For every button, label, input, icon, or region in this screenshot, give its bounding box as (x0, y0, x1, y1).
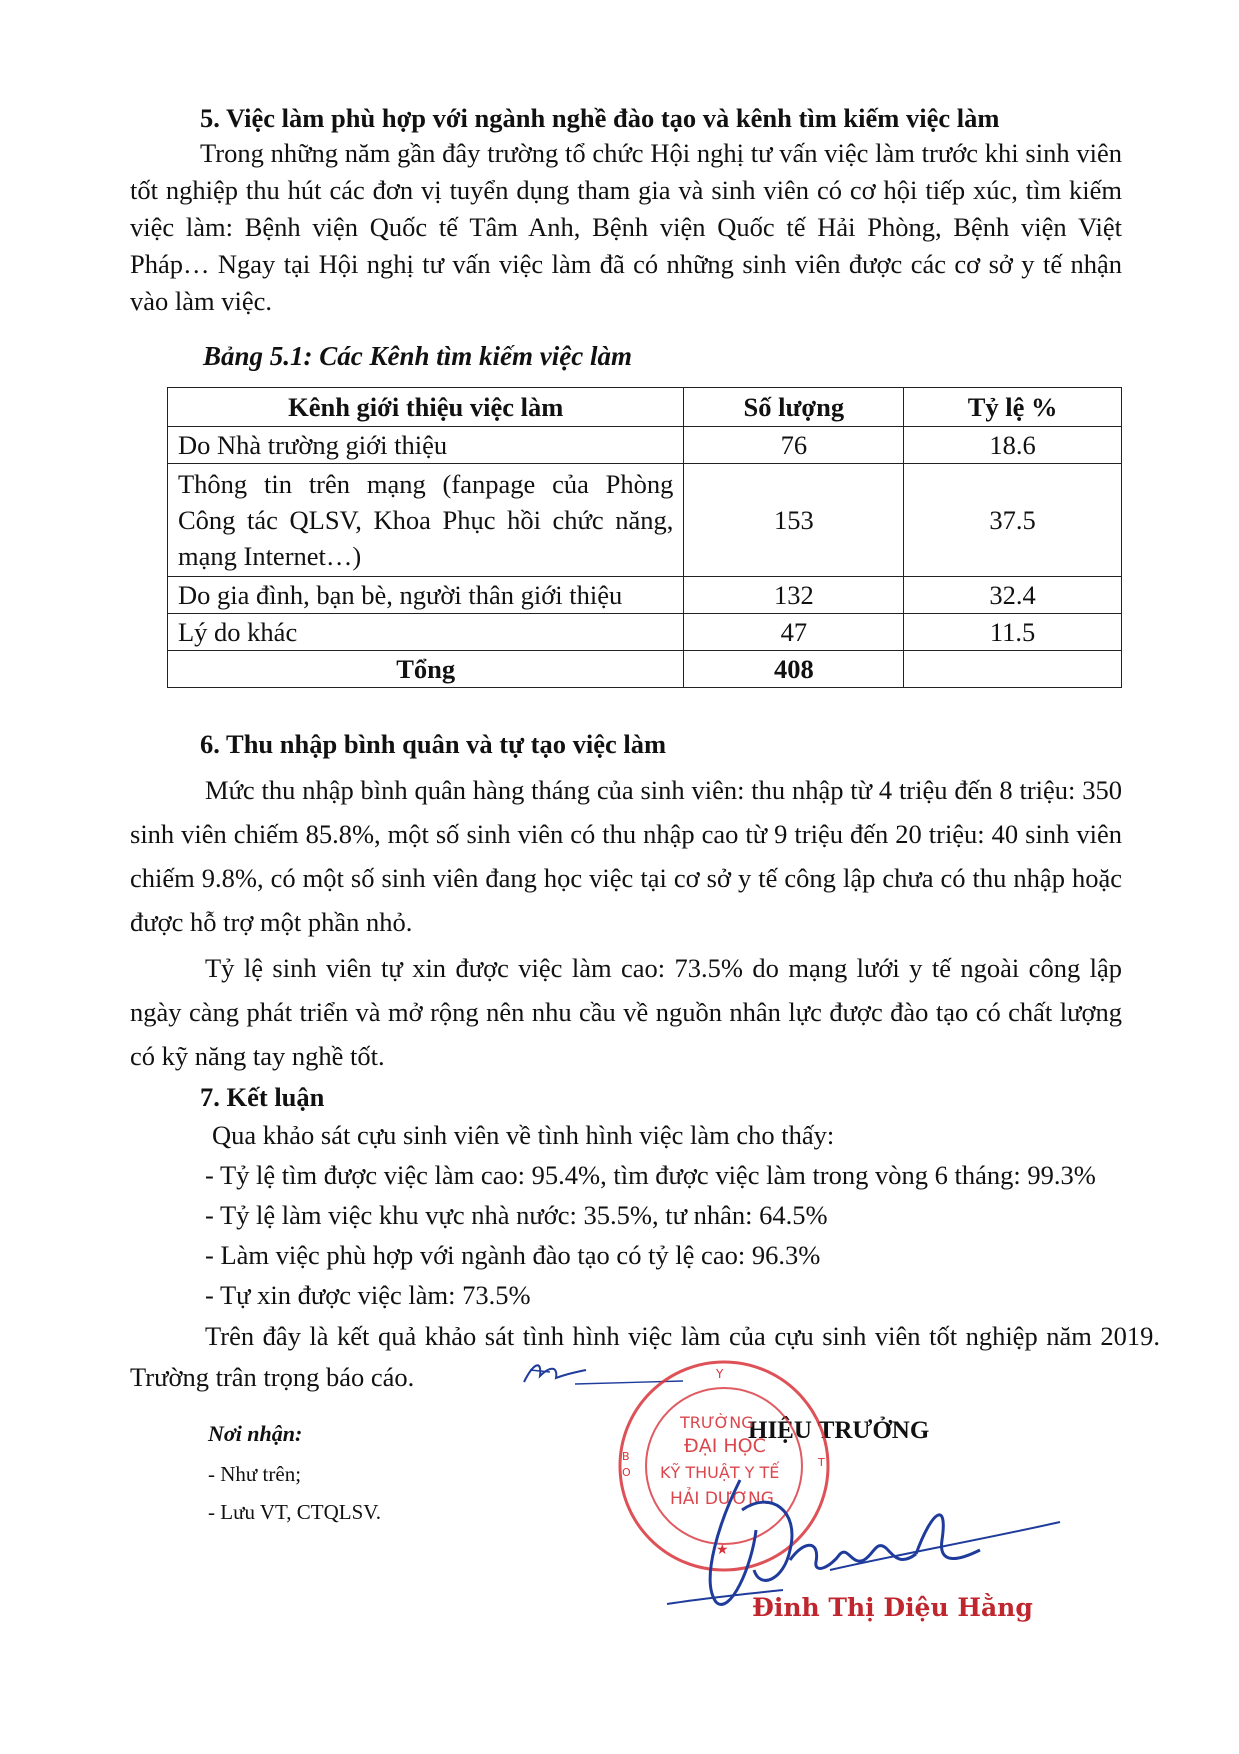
table-total-row (168, 651, 1122, 688)
job-channel-table (167, 387, 1122, 688)
table-header-row (168, 388, 1122, 427)
section-6-heading: 6. Thu nhập bình quân và tự tạo việc làm (200, 729, 667, 759)
total-label: Tổng (168, 651, 684, 688)
conclusion-bullet: - Tỷ lệ tìm được việc làm cao: 95.4%, tìm được việc làm trong vòng 6 tháng: 99.3% (205, 1160, 1096, 1190)
svg-text:ĐẠI HỌC: ĐẠI HỌC (684, 1435, 766, 1457)
svg-text:Y: Y (716, 1367, 724, 1381)
table-caption: Bảng 5.1: Các Kênh tìm kiếm việc làm (203, 341, 632, 371)
recipient-item: - Lưu VT, CTQLSV. (208, 1500, 381, 1524)
conclusion-bullet: - Làm việc phù hợp với ngành đào tạo có tỷ lệ cao: 96.3% (205, 1240, 821, 1270)
cell-channel: Do Nhà trường giới thiệu (168, 427, 684, 464)
section-6-paragraph-1: Mức thu nhập bình quân hàng tháng của sinh viên: thu nhập từ 4 triệu đến 8 triệu: 350 sinh viên chiếm 85.8%, một số sinh viên có thu nhập cao từ 9 triệu đến 20 triệu: 40 sinh viên chiếm 9.8%, có một số sinh viên đang học việc tại cơ sở y tế công lập chưa có thu nhập hoặc được hỗ trợ một phần nhỏ. (130, 775, 1122, 937)
total-percent (904, 651, 1122, 688)
recipients-label: Nơi nhận: (208, 1421, 303, 1446)
cell-count: 153 (684, 464, 904, 577)
section-7-heading: 7. Kết luận (200, 1082, 325, 1112)
cell-channel: Do gia đình, bạn bè, người thân giới thiệu (168, 577, 684, 614)
signature-role: HIỆU TRƯỞNG (748, 1417, 930, 1444)
header-count: Số lượng (684, 388, 904, 427)
section-7-closing: Trên đây là kết quả khảo sát tình hình việc làm của cựu sinh viên tốt nghiệp năm 2019. Trường trân trọng báo cáo. (130, 1321, 1160, 1392)
table-row (168, 614, 1122, 651)
cell-percent: 11.5 (904, 614, 1122, 651)
table-row (168, 464, 1122, 577)
table-row (168, 577, 1122, 614)
cell-percent: 32.4 (904, 577, 1122, 614)
header-channel: Kênh giới thiệu việc làm (168, 388, 684, 427)
section-6-paragraph-2: Tỷ lệ sinh viên tự xin được việc làm cao: 73.5% do mạng lưới y tế ngoài công lập ngày càng phát triển và mở rộng nên nhu cầu về nguồn nhân lực được đào tạo có chất lượng có kỹ năng tay nghề tốt. (130, 953, 1122, 1071)
cell-count: 132 (684, 577, 904, 614)
cell-count: 76 (684, 427, 904, 464)
recipient-item: - Như trên; (208, 1462, 302, 1486)
conclusion-bullet: - Tỷ lệ làm việc khu vực nhà nước: 35.5%, tư nhân: 64.5% (205, 1200, 828, 1230)
svg-text:O: O (622, 1466, 631, 1479)
svg-text:★: ★ (716, 1542, 729, 1558)
svg-text:KỸ THUẬT Y TẾ: KỸ THUẬT Y TẾ (660, 1463, 780, 1482)
svg-text:T: T (818, 1456, 825, 1469)
cell-channel: Lý do khác (168, 614, 684, 651)
section-7-intro: Qua khảo sát cựu sinh viên về tình hình việc làm cho thấy: (212, 1120, 835, 1150)
cell-percent: 37.5 (904, 464, 1122, 577)
cell-count: 47 (684, 614, 904, 651)
svg-text:HẢI DƯƠNG: HẢI DƯƠNG (670, 1489, 774, 1509)
svg-text:TRƯỜNG: TRƯỜNG (680, 1413, 754, 1432)
header-percent: Tỷ lệ % (904, 388, 1122, 427)
section-5-heading: 5. Việc làm phù hợp với ngành nghề đào tạo và kênh tìm kiếm việc làm (200, 103, 1000, 133)
cell-channel: Thông tin trên mạng (fanpage của Phòng Công tác QLSV, Khoa Phục hồi chức năng, mạng Internet…) (168, 464, 684, 577)
table-row (168, 427, 1122, 464)
conclusion-bullet: - Tự xin được việc làm: 73.5% (205, 1280, 531, 1310)
section-5-paragraph: Trong những năm gần đây trường tổ chức Hội nghị tư vấn việc làm trước khi sinh viên tốt nghiệp thu hút các đơn vị tuyển dụng tham gia và sinh viên có cơ hội tiếp xúc, tìm kiếm việc làm: Bệnh viện Quốc tế Tâm Anh, Bệnh viện Quốc tế Hải Phòng, Bệnh viện Việt Pháp… Ngay tại Hội nghị tư vấn việc làm đã có những sinh viên được các cơ sở y tế nhận vào làm việc. (130, 138, 1122, 316)
signer-name: Đinh Thị Diệu Hằng (752, 1593, 1033, 1622)
total-count: 408 (684, 651, 904, 688)
svg-text:B: B (622, 1450, 630, 1463)
cell-percent: 18.6 (904, 427, 1122, 464)
